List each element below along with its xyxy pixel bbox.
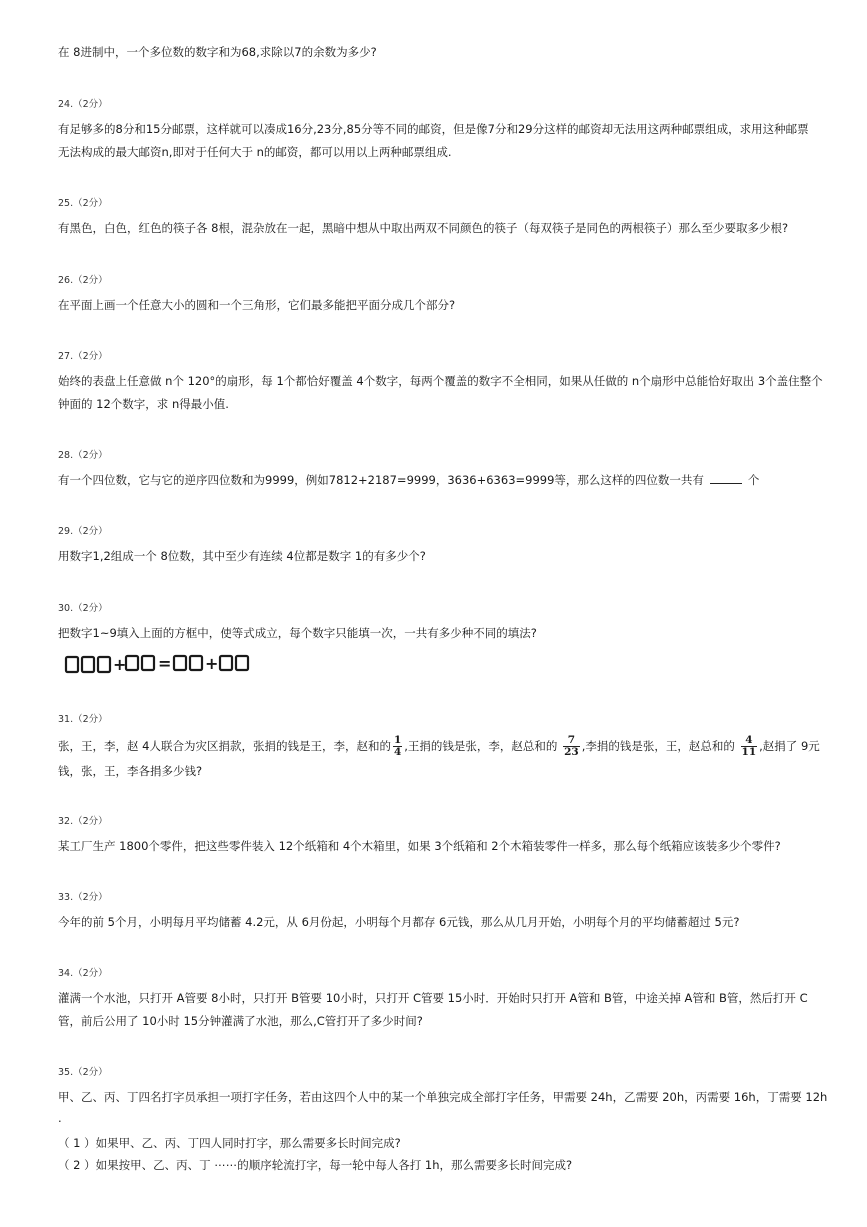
q31-text-b: ,王捐的钱是张，李，赵总和的 [404, 739, 558, 753]
q27-line2: 钟面的 12个数字，求 n得最小值. [58, 397, 229, 411]
digit-box [190, 656, 202, 670]
q24-line2: 无法构成的最大邮资n,即对于任何大于 n的邮资，都可以用以上两种邮票组成. [58, 145, 452, 159]
q25-number: 25.（2分） [58, 198, 108, 209]
q35-line1: 甲、乙、丙、丁四名打字员承担一项打字任务，若由这四个人中的某一个单独完成全部打字任务，甲需要 24h，乙需要 20h，丙需要 16h，丁需要 12h [58, 1090, 828, 1104]
q24-line1: 有足够多的8分和15分邮票，这样就可以凑成16分,23分,85分等不同的邮资，但是像7分和29分这样的邮资却无法用这两种邮票组成，求用这种邮票 [58, 122, 809, 136]
plus-sign: + [205, 654, 219, 673]
q32-line1: 某工厂生产 1800个零件，把这些零件装入 12个纸箱和 4个木箱里，如果 3个纸箱和 2个木箱装零件一样多，那么每个纸箱应该装多少个零件? [58, 839, 781, 853]
q33-line1: 今年的前 5个月，小明每月平均储蓄 4.2元，从 6月份起，小明每个月都存 6元钱，那么从几月开始，小明每个月的平均储蓄超过 5元? [58, 915, 740, 929]
q31-text-c: ,李捐的钱是张，王，赵总和的 [581, 739, 735, 753]
fraction-one-quarter: $\frac{1}{4}$ [393, 734, 402, 758]
equation-boxes [64, 652, 264, 680]
digit-box [142, 656, 154, 670]
q26-number: 26.（2分） [58, 275, 108, 286]
q29-number: 29.（2分） [58, 526, 108, 537]
q35-number: 35.（2分） [58, 1067, 108, 1078]
q34-line2: 管，前后公用了 10小时 15分钟灌满了水池，那么,C管打开了多少时间? [58, 1014, 423, 1028]
q27-number: 27.（2分） [58, 351, 108, 362]
q28-line1 [58, 472, 759, 488]
q31-number: 31.（2分） [58, 714, 108, 725]
q35-line2: . [58, 1111, 62, 1125]
q31-line1 [58, 733, 820, 759]
q26-line1: 在平面上画一个任意大小的圆和一个三角形，它们最多能把平面分成几个部分? [58, 298, 456, 312]
q24-number: 24.（2分） [58, 99, 108, 110]
box-equation-figure [64, 652, 264, 676]
q28-text: 有一个四位数，它与它的逆序四位数和为9999，例如7812+2187=9999，3636+6363=9999等，那么这样的四位数一共有 [58, 473, 704, 487]
q30-number: 30.（2分） [58, 603, 108, 614]
answer-blank[interactable] [710, 472, 742, 484]
fraction-seven-23rds: $\frac{7}{23}$ [564, 734, 579, 758]
q31-line2: 钱，张，王，李各捐多少钱? [58, 764, 203, 778]
q28-number: 28.（2分） [58, 450, 108, 461]
digit-box [174, 656, 186, 670]
intro-question: 在 8进制中，一个多位数的数字和为68,求除以7的余数为多少? [58, 45, 377, 59]
digit-box [82, 657, 94, 672]
digit-box [98, 657, 110, 672]
plus-sign: + [113, 655, 127, 674]
q31-text-d: ,赵捐了 9元 [759, 739, 820, 753]
q35-sub1: （ 1 ）如果甲、乙、丙、丁四人同时打字，那么需要多长时间完成? [58, 1136, 401, 1150]
digit-box [236, 656, 248, 670]
q33-number: 33.（2分） [58, 892, 108, 903]
digit-box [126, 656, 138, 670]
q32-number: 32.（2分） [58, 816, 108, 827]
q35-sub2: （ 2 ）如果按甲、乙、丙、丁 ⋯⋯的顺序轮流打字，每一轮中每人各打 1h，那么需要多长时间完成? [58, 1158, 573, 1172]
q28-unit: 个 [747, 473, 760, 487]
q34-line1: 灌满一个水池，只打开 A管要 8小时，只打开 B管要 10小时，只打开 C管要 15小时．开始时只打开 A管和 B管，中途关掉 A管和 B管，然后打开 C [58, 991, 808, 1005]
q27-line1: 始终的表盘上任意做 n个 120°的扇形，每 1个都恰好覆盖 4个数字，每两个覆盖的数字不全相同，如果从任做的 n个扇形中总能恰好取出 3个盖住整个 [58, 374, 823, 388]
q34-number: 34.（2分） [58, 968, 108, 979]
q31-text-a: 张，王，李，赵 4人联合为灾区捐款，张捐的钱是王，李，赵和的 [58, 739, 391, 753]
digit-box [66, 657, 78, 672]
equals-sign: = [158, 654, 172, 673]
q30-line1: 把数字1~9填入上面的方框中，使等式成立，每个数字只能填一次，一共有多少种不同的填法? [58, 626, 537, 640]
q29-line1: 用数字1,2组成一个 8位数，其中至少有连续 4位都是数字 1的有多少个? [58, 549, 426, 563]
q25-line1: 有黑色，白色，红色的筷子各 8根，混杂放在一起，黑暗中想从中取出两双不同颜色的筷子（每双筷子是同色的两根筷子）那么至少要取多少根? [58, 221, 789, 235]
fraction-four-11ths: $\frac{4}{11}$ [741, 734, 757, 758]
digit-box [220, 656, 232, 670]
